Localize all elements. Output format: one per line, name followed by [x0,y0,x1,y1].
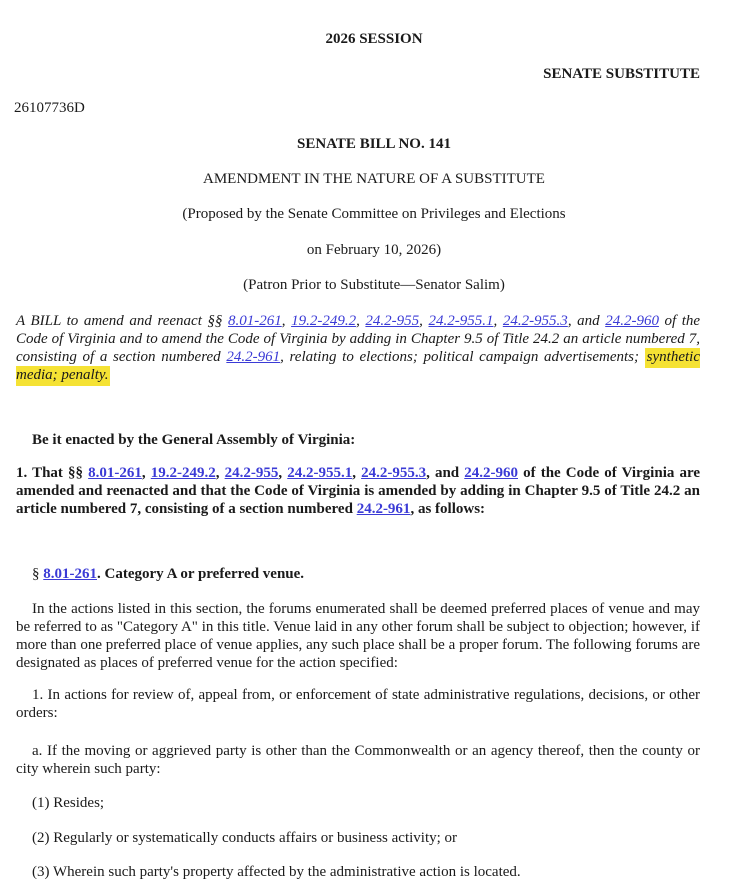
code-section-heading [32,566,304,583]
code-link[interactable]: 19.2-249.2 [150,465,216,481]
session-heading: 2026 SESSION [325,31,423,47]
code-link[interactable]: 8.01-261 [228,313,282,329]
paragraph: 1. In actions for review of, appeal from, or enforcement of state administrative regulations, decisions, or other orders: [16,687,700,721]
separator: , and [426,465,465,481]
separator: , [278,465,288,481]
separator: , [352,465,362,481]
patron-line: (Patron Prior to Substitute—Senator Salim) [243,277,505,293]
code-link[interactable]: 24.2-960 [605,313,659,329]
bill-title [16,312,700,384]
separator: , and [567,313,606,329]
proposed-date: on February 10, 2026) [306,242,442,258]
section-text: 1. That §§ [16,465,89,481]
title-text: , relating to elections; political campaign advertisements; [280,349,645,365]
code-link[interactable]: 24.2-955 [224,465,279,481]
title-text: of the Code of Virginia and to amend the Code of Virginia by adding in Chapter 9.5 of Title 24.2 an article numbered 7, consisting of a section numbered [16,313,701,365]
code-link[interactable]: 8.01-261 [43,566,97,582]
paragraph: a. If the moving or aggrieved party is other than the Commonwealth or an agency thereof, then the county or city wherein such party: [16,743,700,777]
section-title: . Category A or preferred venue. [97,566,305,582]
separator: , [493,313,503,329]
code-link[interactable]: 24.2-955.1 [428,313,494,329]
highlighted-text: synthetic media; penalty. [16,348,700,386]
list-item: (3) Wherein such party's property affected by the administrative action is located. [32,864,521,880]
bill-number: SENATE BILL NO. 141 [297,136,451,152]
senate-substitute-label: SENATE SUBSTITUTE [543,66,700,82]
list-item: (1) Resides; [32,795,105,811]
proposed-by: (Proposed by the Senate Committee on Privileges and Elections [182,206,566,222]
code-link[interactable]: 24.2-955 [365,313,420,329]
section-text: of the Code of Virginia are amended and reenacted and that the Code of Virginia is amended by adding in Chapter 9.5 of Title 24.2 an article numbered 7, consisting of a section numbered [16,465,701,517]
code-link[interactable]: 24.2-960 [464,465,518,481]
separator: , [419,313,429,329]
amendment-heading: AMENDMENT IN THE NATURE OF A SUBSTITUTE [203,171,545,187]
code-link[interactable]: 8.01-261 [88,465,142,481]
list-item: (2) Regularly or systematically conducts affairs or business activity; or [32,830,458,846]
separator: , [281,313,292,329]
code-link[interactable]: 24.2-955.3 [361,465,427,481]
section-1 [16,464,700,518]
code-link[interactable]: 24.2-955.3 [502,313,568,329]
section-text: , as follows: [410,501,486,517]
title-text: A BILL to amend and reenact §§ [16,313,228,329]
enacting-clause: Be it enacted by the General Assembly of Virginia: [32,432,356,448]
paragraph: In the actions listed in this section, the forums enumerated shall be deemed preferred places of venue and may be referred to as "Category A" in this title. Venue laid in any other forum shall be subject to objection; however, if more than one preferred place of venue applies, any such place shall be a proper forum. The following forums are designated as places of preferred venue for the action specified: [16,601,700,671]
code-link[interactable]: 24.2-955.1 [287,465,353,481]
code-link[interactable]: 19.2-249.2 [291,313,357,329]
separator: , [141,465,151,481]
separator: , [356,313,366,329]
section-symbol: § [32,566,44,582]
separator: , [215,465,225,481]
code-link[interactable]: 24.2-961 [226,349,281,365]
document-id: 26107736D [14,100,85,116]
code-link[interactable]: 24.2-961 [356,501,411,517]
